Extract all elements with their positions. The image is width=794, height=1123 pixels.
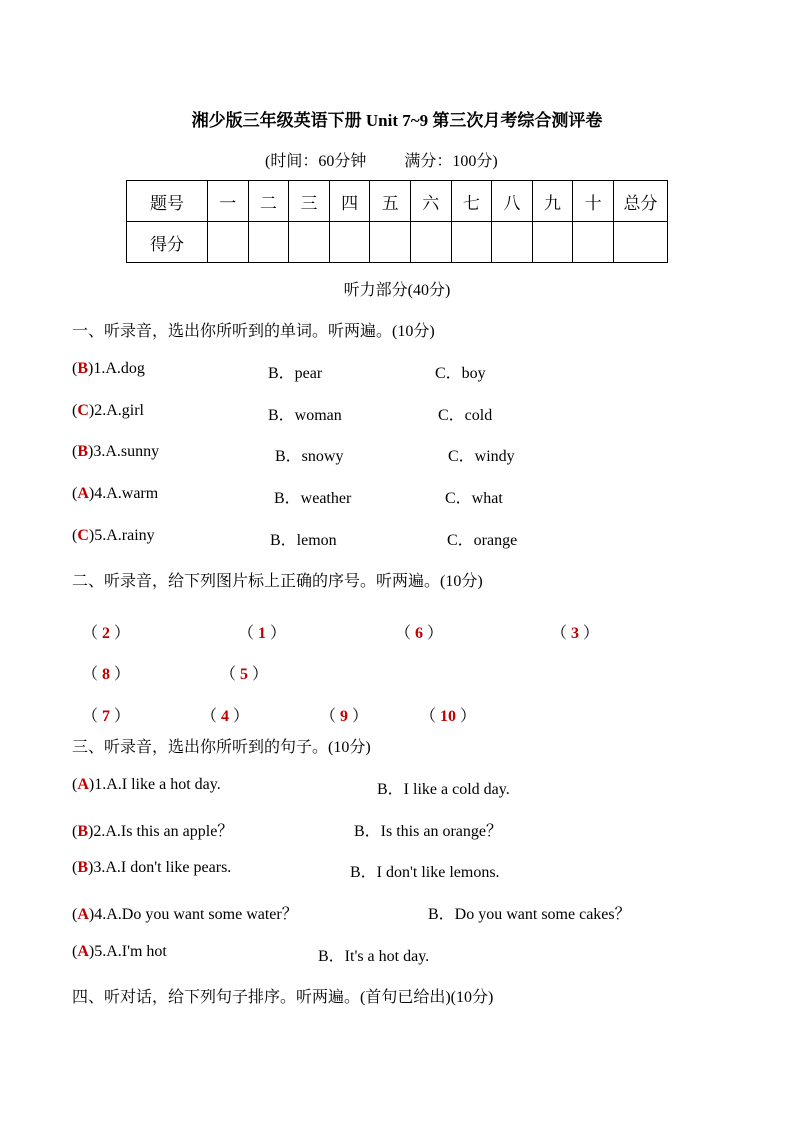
picture-number: （ 7 ） (82, 708, 131, 725)
question-stem: )3.A.sunny (88, 443, 160, 460)
score-input-cell[interactable] (614, 222, 668, 263)
score-table-cell: 十 (573, 181, 614, 222)
option-b: B．It's a hot day. (318, 948, 430, 965)
score-input-cell[interactable] (329, 222, 370, 263)
score-input-cell[interactable] (370, 222, 411, 263)
part3-question (72, 859, 231, 877)
score-table-cell: 七 (451, 181, 492, 222)
score-table-cell: 得分 (127, 222, 208, 263)
part1-question (72, 360, 145, 378)
option-b: B．I don't like lemons. (350, 864, 500, 881)
part3-question (72, 818, 233, 841)
part3-heading: 三、听录音，选出你所听到的句子。(10分) (72, 739, 371, 756)
score-table-cell: 六 (410, 181, 451, 222)
question-stem: )2.A.girl (88, 402, 144, 419)
option-c: C．windy (448, 448, 515, 465)
score-table-header-row (127, 181, 668, 222)
option-b: B．woman (268, 407, 342, 424)
time-info: (时间：60分钟 (265, 153, 367, 170)
exam-subtitle (265, 148, 498, 171)
score-input-cell[interactable] (492, 222, 533, 263)
score-table-cell: 五 (370, 181, 411, 222)
paren-open: ( (72, 527, 78, 544)
score-input-cell[interactable] (451, 222, 492, 263)
question-stem: )1.A.I like a hot day. (88, 776, 221, 793)
question-stem: )3.A.I don't like pears. (88, 859, 232, 876)
paren-open: ( (72, 485, 78, 502)
option-c: C．what (445, 490, 503, 507)
option-b: B．Is this an orange？ (354, 823, 502, 840)
score-table-cell: 九 (532, 181, 573, 222)
paren-open: ( (72, 906, 78, 923)
question-stem: )5.A.rainy (88, 527, 155, 544)
option-b: B．pear (268, 365, 323, 382)
option-b: B．weather (274, 490, 352, 507)
paren-open: ( (72, 360, 78, 377)
part1-question (72, 485, 158, 503)
picture-number: （ 8 ） (82, 666, 131, 683)
option-b: B．Do you want some cakes？ (428, 906, 631, 923)
score-input-cell[interactable] (573, 222, 614, 263)
picture-number: （ 4 ） (201, 708, 250, 725)
question-stem: )4.A.warm (88, 485, 159, 502)
score-table-cell: 一 (208, 181, 249, 222)
listening-section-title: 听力部分(40分) (343, 282, 451, 299)
score-input-cell[interactable] (532, 222, 573, 263)
picture-number: （ 6 ） (395, 625, 444, 642)
paren-open: ( (72, 943, 78, 960)
picture-number: （ 10 ） (420, 708, 477, 725)
answer-mark: A (77, 906, 89, 923)
paren-open: ( (72, 443, 78, 460)
part1-question (72, 527, 155, 545)
option-c: C．boy (435, 365, 486, 382)
option-b: B．lemon (270, 532, 337, 549)
score-input-cell[interactable] (208, 222, 249, 263)
question-stem: )1.A.dog (88, 360, 145, 377)
part3-question (72, 943, 167, 961)
answer-mark: A (77, 485, 89, 502)
exam-title: 湘少版三年级英语下册 Unit 7~9 第三次月考综合测评卷 (191, 111, 603, 130)
picture-number: （ 1 ） (238, 625, 287, 642)
answer-mark: C (77, 402, 89, 419)
paren-open: ( (72, 823, 78, 840)
score-table-cell: 八 (492, 181, 533, 222)
paren-open: ( (72, 776, 78, 793)
answer-mark: B (77, 443, 88, 460)
answer-mark: B (77, 823, 88, 840)
score-input-cell[interactable] (289, 222, 330, 263)
answer-mark: B (77, 859, 88, 876)
answer-mark: B (77, 360, 88, 377)
picture-number: （ 3 ） (551, 625, 600, 642)
score-table-cell: 总分 (614, 181, 668, 222)
question-stem: )5.A.I'm hot (88, 943, 167, 960)
question-stem: )4.A.Do you want some water？ (88, 906, 298, 923)
part1-heading: 一、听录音，选出你所听到的单词。听两遍。(10分) (72, 323, 435, 340)
part3-question (72, 901, 298, 924)
picture-number: （ 2 ） (82, 625, 131, 642)
score-table-score-row (127, 222, 668, 263)
question-stem: )2.A.Is this an apple？ (88, 823, 234, 840)
part1-question (72, 402, 144, 420)
score-table (126, 180, 668, 263)
option-b: B．snowy (275, 448, 344, 465)
option-c: C．orange (447, 532, 518, 549)
part3-question (72, 776, 221, 794)
option-c: C．cold (438, 407, 493, 424)
full-score-info: 满分：100分) (404, 153, 498, 170)
score-table-cell: 三 (289, 181, 330, 222)
option-b: B．I like a cold day. (377, 781, 510, 798)
score-table-cell: 题号 (127, 181, 208, 222)
paren-open: ( (72, 402, 78, 419)
answer-mark: A (77, 776, 89, 793)
part4-heading: 四、听对话，给下列句子排序。听两遍。(首句已给出)(10分) (72, 989, 494, 1006)
answer-mark: C (77, 527, 89, 544)
score-input-cell[interactable] (410, 222, 451, 263)
part1-question (72, 443, 159, 461)
picture-number: （ 9 ） (320, 708, 369, 725)
part2-heading: 二、听录音，给下列图片标上正确的序号。听两遍。(10分) (72, 573, 483, 590)
score-table-cell: 二 (248, 181, 289, 222)
score-input-cell[interactable] (248, 222, 289, 263)
score-table-cell: 四 (329, 181, 370, 222)
picture-number: （ 5 ） (220, 666, 269, 683)
paren-open: ( (72, 859, 78, 876)
answer-mark: A (77, 943, 89, 960)
